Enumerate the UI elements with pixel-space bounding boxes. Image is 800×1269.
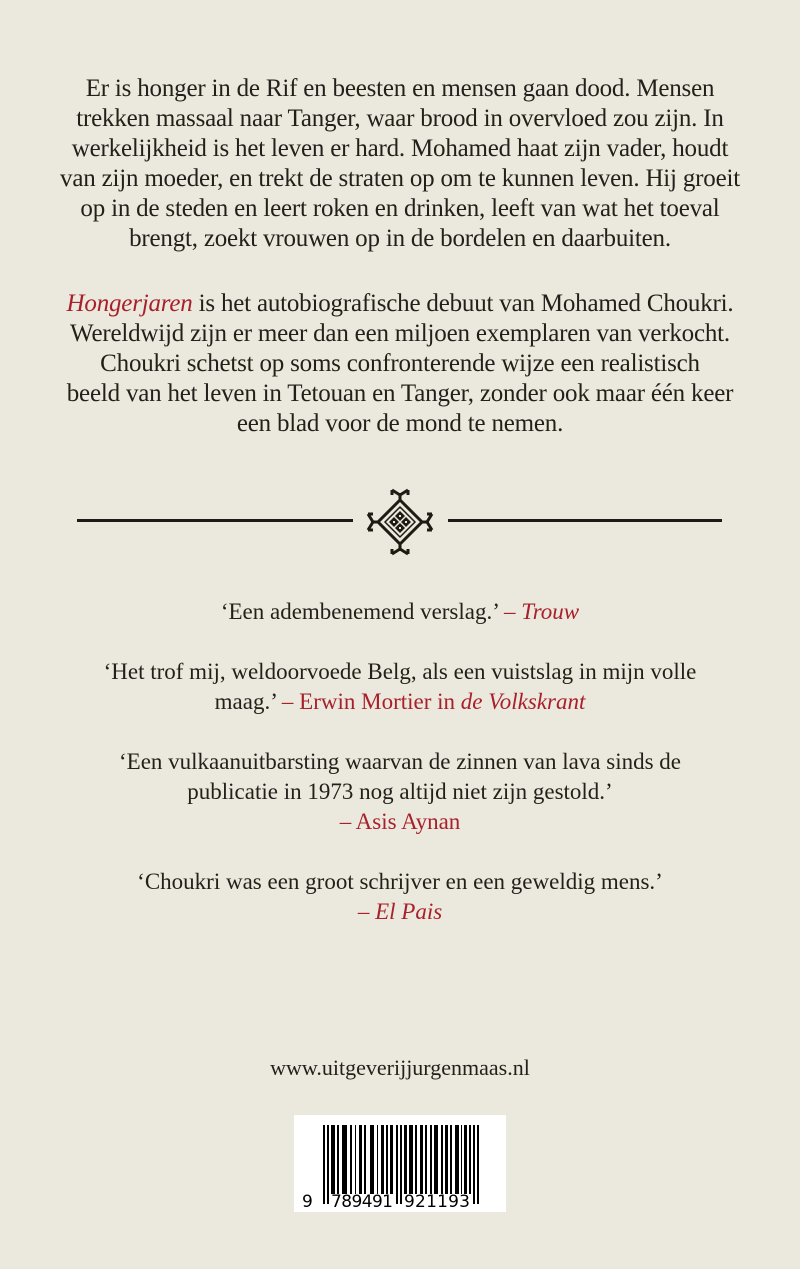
quote-dash: – (276, 689, 300, 714)
quote-text-line: ‘Het trof mij, weldoorvoede Belg, als een vuistslag in mijn volle (103, 659, 697, 684)
quote-text: ‘Choukri was een groot schrijver en een geweldig mens.’ (137, 869, 663, 894)
quote-source: Erwin Mortier in (299, 689, 461, 714)
text-line: beeld van het leven in Tetouan en Tanger, zonder ook maar één keer (66, 380, 734, 407)
description-paragraph-2 (40, 289, 760, 439)
barcode-digits-group-2: 921193 (404, 1192, 470, 1212)
quote-text: maag.’ (214, 689, 277, 714)
text-line: trekken massaal naar Tanger, waar brood in overvloed zou zijn. In (76, 105, 724, 132)
quote-publication: de Volkskrant (460, 689, 586, 714)
quote-dash: – (498, 599, 522, 624)
divider-right (448, 519, 722, 522)
text-line: Choukri schetst op soms confronterende wijze een realistisch (100, 350, 700, 377)
divider-left (77, 519, 353, 522)
berber-diamond-ornament-icon (365, 487, 435, 557)
text-line: werkelijkheid is het leven er hard. Mohamed haat zijn vader, houdt (71, 135, 729, 162)
description-paragraph-1 (40, 74, 760, 254)
review-quote (40, 657, 760, 717)
quote-text: ‘Een adembenemend verslag.’ (220, 599, 499, 624)
text-line: Wereldwijd zijn er meer dan een miljoen exemplaren van verkocht. (70, 320, 730, 347)
text-line: van zijn moeder, en trekt de straten op om te kunnen leven. Hij groeit (60, 165, 740, 192)
quote-source: – Asis Aynan (339, 809, 461, 834)
review-quote (40, 597, 760, 627)
text-line (40, 289, 760, 319)
review-quote (40, 867, 760, 927)
review-quote (40, 747, 760, 837)
text-fragment: is het autobiografische debuut van Mohamed Choukri. (192, 290, 734, 317)
quote-text-line: publicatie in 1973 nog altijd niet zijn gestold.’ (187, 779, 613, 804)
quote-text-line (40, 687, 760, 717)
text-line: een blad voor de mond te nemen. (236, 410, 564, 437)
text-line: Er is honger in de Rif en beesten en mensen gaan dood. Mensen (85, 75, 715, 102)
publisher-website[interactable]: www.uitgeverijjurgenmaas.nl (270, 1055, 530, 1080)
text-line: brengt, zoekt vrouwen op in de bordelen en daarbuiten. (129, 225, 671, 252)
barcode-digits-group-1: 789491 (331, 1192, 393, 1212)
text-line: op in de steden en leert roken en drinken, leeft van wat het toeval (80, 195, 720, 222)
book-title: Hongerjaren (66, 290, 193, 317)
isbn-barcode (294, 1115, 506, 1212)
quote-source: Trouw (521, 599, 580, 624)
quote-source: – El Pais (357, 899, 443, 924)
quote-text-line: ‘Een vulkaanuitbarsting waarvan de zinnen van lava sinds de (118, 749, 682, 774)
barcode-digit-first: 9 (302, 1192, 313, 1212)
